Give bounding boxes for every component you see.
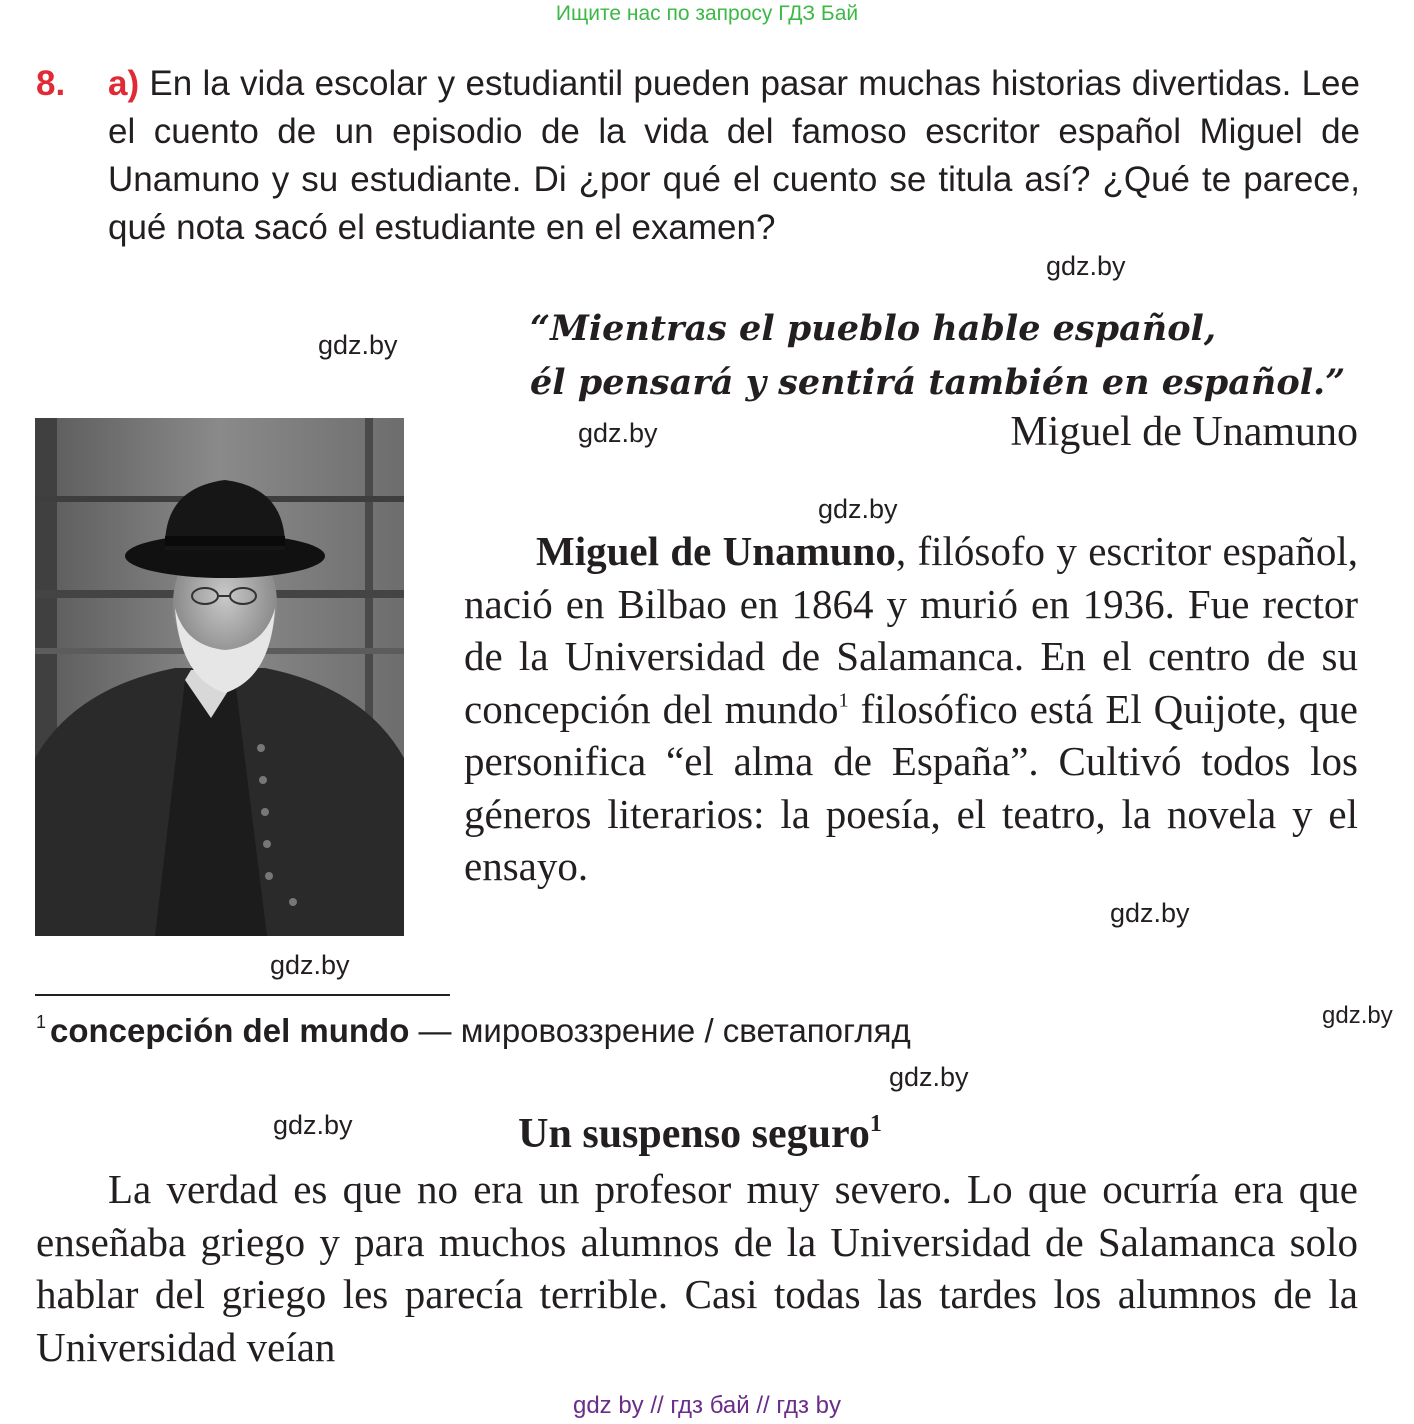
footer-links[interactable]: gdz by // гдз бай // гдз by	[572, 1392, 842, 1419]
watermark: gdz.by	[273, 1110, 353, 1140]
search-hint-link[interactable]: Ищите нас по запросу ГДЗ Бай	[555, 2, 859, 25]
watermark: gdz.by	[889, 1062, 969, 1092]
watermark: gdz.by	[578, 418, 658, 448]
quote-line-2: él pensará y sentirá también en español.”	[530, 362, 1346, 403]
exercise-instructions	[108, 60, 1360, 252]
footnote	[36, 1012, 911, 1050]
bio-name: Miguel de Unamuno	[536, 528, 896, 574]
watermark: gdz.by	[270, 950, 350, 980]
watermark: gdz.by	[318, 330, 398, 360]
watermark: gdz.by	[818, 494, 898, 524]
footnote-divider	[35, 994, 450, 996]
story-title	[0, 1110, 1400, 1158]
exercise-number: 8.	[36, 64, 66, 103]
quote-line-1: “Mientras el pueblo hable español,	[530, 308, 1217, 349]
bio-text-part-2: filosófico está El Quijote, que personifica “el alma de España”. Cultivó todos los géneros literarios: la poesía, el teatro, la novela y el ensayo.	[464, 685, 1358, 889]
story-title-footnote-ref: 1	[869, 1111, 882, 1137]
quote-author: Miguel de Unamuno	[1010, 409, 1358, 455]
exercise-text: En la vida escolar y estudiantil pueden pasar muchas historias divertidas. Lee el cuento de un episodio de la vida del famoso escritor español Miguel de Unamuno y su estudiante. Di ¿por qué el cuento se titula así? ¿Qué te parece, qué nota sacó el estudiante en el examen?	[108, 64, 1360, 247]
exercise-sub-label: a)	[108, 64, 140, 103]
bio-text-part-1: , filósofo y escritor español, nació en Bilbao en 1864 y murió en 1936. Fue rector de la Universidad de Salamanca. En el centro de su concepción del mundo	[464, 528, 1358, 732]
story-text: La verdad es que no era un profesor muy severo. Lo que ocurría era que enseñaba griego y para muchos alumnos de la Universidad de Salamanca solo hablar del griego les parecía terrible. Casi todas las tardes los alumnos de la Universidad veían	[36, 1166, 1358, 1370]
story-paragraph	[36, 1163, 1358, 1373]
footnote-mark: 1	[36, 1012, 47, 1032]
story-title-text: Un suspenso seguro	[518, 1111, 870, 1157]
footnote-term: concepción del mundo	[50, 1012, 410, 1049]
footnote-ref: 1	[838, 689, 849, 712]
epigraph-quote	[530, 302, 1360, 410]
footnote-translation: — мировоззрение / светапогляд	[409, 1012, 911, 1049]
watermark: gdz.by	[1046, 251, 1126, 281]
unamuno-portrait-photo	[35, 418, 404, 936]
biography-paragraph	[464, 525, 1358, 893]
watermark: gdz.by	[1322, 1002, 1393, 1029]
watermark: gdz.by	[1110, 898, 1190, 928]
